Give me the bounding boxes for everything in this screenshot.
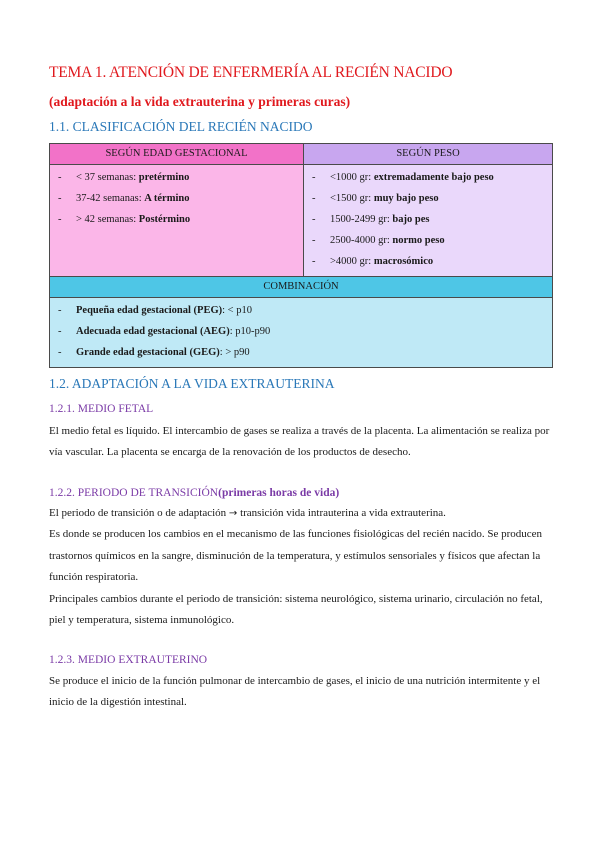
- subheading-medio-fetal: 1.2.1. MEDIO FETAL: [49, 403, 154, 415]
- list-item: - >4000 gr: macrosómico: [304, 251, 552, 272]
- subheading-periodo-transicion: 1.2.2. PERIODO DE TRANSICIÓN(primeras horas de vida): [49, 487, 340, 499]
- weight-list: [304, 165, 552, 276]
- list-item: - 2500-4000 gr: normo peso: [304, 230, 552, 251]
- paragraph-medio-fetal: El medio fetal es líquido. El intercambio de gases se realiza a través de la placenta. La alimentación se realiza por vía vascular. La placenta se encarga de la renovación de los productos de desecho.: [49, 425, 550, 459]
- subheading-medio-extrauterino: 1.2.3. MEDIO EXTRAUTERINO: [49, 654, 208, 666]
- gestational-list: [50, 165, 303, 234]
- combination-cell: [50, 298, 553, 368]
- weight-header: SEGÚN PESO: [304, 144, 553, 165]
- list-item: - Grande edad gestacional (GEG): > p90: [50, 342, 552, 363]
- weight-cell: [304, 165, 553, 277]
- list-item: - < 37 semanas: pretérmino: [50, 167, 303, 188]
- list-item: - <1000 gr: extremadamente bajo peso: [304, 167, 552, 188]
- list-item: - Pequeña edad gestacional (PEG): < p10: [50, 300, 552, 321]
- classification-table: [49, 143, 553, 368]
- right-arrow-icon: →: [228, 508, 238, 519]
- section-heading-adaptation: 1.2. ADAPTACIÓN A LA VIDA EXTRAUTERINA: [49, 376, 335, 391]
- page-subtitle: (adaptación a la vida extrauterina y primeras curas): [49, 94, 351, 109]
- list-item: - Adecuada edad gestacional (AEG): p10-p90: [50, 321, 552, 342]
- gestational-header: SEGÚN EDAD GESTACIONAL: [50, 144, 304, 165]
- gestational-cell: [50, 165, 304, 277]
- paragraph-medio-extrauterino: Se produce el inicio de la función pulmonar de intercambio de gases, el inicio de una nutrición intermitente y el inicio de la digestión intestinal.: [49, 675, 541, 709]
- combination-header: COMBINACIÓN: [50, 277, 553, 298]
- list-item: - > 42 semanas: Postérmino: [50, 209, 303, 230]
- paragraph-periodo-transicion: El periodo de transición o de adaptación → transición vida intrauterina a vida extrauterina. Es donde se producen los cambios en el mecanismo de las funciones fisiológicas del recién nacido. Se producen trastornos químicos en la sangre, disminución de la temperatura, y estímulos sensoriales y físicos que afectan la función respiratoria. Principales cambios durante el periodo de transición: sistema neurológico, sistema urinario, circulación no fetal, piel y temperatura, sistema inmunológico.: [49, 507, 543, 627]
- combination-list: [50, 298, 552, 367]
- section-heading-classification: 1.1. CLASIFICACIÓN DEL RECIÉN NACIDO: [49, 119, 313, 134]
- list-item: - <1500 gr: muy bajo peso: [304, 188, 552, 209]
- list-item: - 1500-2499 gr: bajo pes: [304, 209, 552, 230]
- list-item: - 37-42 semanas: A término: [50, 188, 303, 209]
- page-title: TEMA 1. ATENCIÓN DE ENFERMERÍA AL RECIÉN NACIDO: [49, 64, 453, 81]
